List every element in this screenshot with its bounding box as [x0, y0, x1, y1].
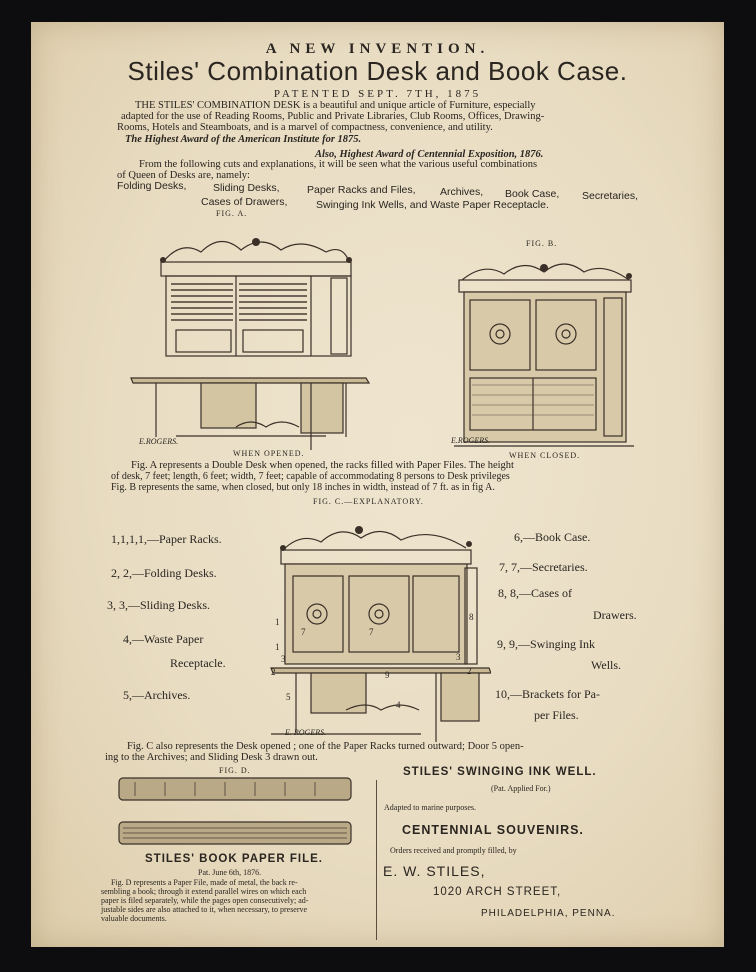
legend-sliding-desks: 3, 3,—Sliding Desks. [107, 598, 211, 612]
engraver-signature-c: E. ROGERS. [285, 728, 327, 737]
fig-c-note-2: ing to the Archives; and Sliding Desk 3 drawn out. [105, 752, 318, 763]
svg-text:1: 1 [275, 642, 280, 652]
trade-card [31, 22, 724, 947]
paper-file-desc-4: justable sides are also attached to it, when necessary, to preserve [101, 905, 308, 914]
use-folding: Folding Desks, [117, 180, 187, 192]
svg-text:5: 5 [286, 692, 291, 702]
legend-book-case: 6,—Book Case. [514, 530, 591, 544]
use-inkwells: Swinging Ink Wells, and Waste Paper Receptacle. [316, 199, 549, 211]
cuts-line-2: of Queen of Desks are, namely: [117, 170, 250, 181]
when-opened-caption: WHEN OPENED. [233, 449, 305, 458]
column-divider [376, 780, 377, 940]
when-closed-caption: WHEN CLOSED. [509, 451, 581, 460]
svg-text:7: 7 [369, 627, 374, 637]
engraver-signature-b: E.ROGERS. [451, 436, 491, 445]
legend-swinging-ink: 9, 9,—Swinging Ink [497, 637, 596, 651]
award-2: Also, Highest Award of Centennial Exposition, 1876. [315, 149, 544, 160]
cuts-line-1: From the following cuts and explanations, it will be seen what the various useful combinations [139, 159, 538, 170]
svg-text:1: 1 [275, 617, 280, 627]
use-archives: Archives, [440, 186, 484, 198]
use-bookcase: Book Case, [505, 188, 560, 200]
fig-desc-1: Fig. A represents a Double Desk when opened, the racks filled with Paper Files. The height [131, 460, 514, 471]
city-address: PHILADELPHIA, PENNA. [481, 908, 616, 919]
souvenirs-title: CENTENNIAL SOUVENIRS. [402, 823, 584, 837]
svg-text:9: 9 [385, 670, 390, 680]
legend-archives: 5,—Archives. [123, 688, 191, 702]
ink-well-title: STILES' SWINGING INK WELL. [403, 766, 597, 778]
ink-well-patent: (Pat. Applied For.) [491, 784, 551, 793]
legend-waste-paper: 4,—Waste Paper [123, 632, 204, 646]
intro-line-3: Rooms, Hotels and Steamboats, and is a marvel of compactness, convenience, and utility. [117, 122, 493, 133]
svg-text:4: 4 [396, 700, 401, 710]
legend-cases-drawers: 8, 8,—Cases of [498, 586, 572, 600]
svg-text:2: 2 [467, 666, 472, 676]
paper-file-desc-2: sembling a book; through it extend parallel wires on which each [101, 887, 307, 896]
use-secretaries: Secretaries, [582, 190, 639, 202]
paper-file-desc-5: valuable documents. [101, 914, 167, 923]
page-title: Stiles' Combination Desk and Book Case. [127, 56, 628, 86]
legend-folding-desks: 2, 2,—Folding Desks. [111, 566, 217, 580]
intro-line-2: adapted for the use of Reading Rooms, Public and Private Libraries, Club Rooms, Offices, Drawing- [121, 111, 545, 122]
fig-a-label: FIG. A. [216, 209, 248, 218]
intro-line-1: THE STILES' COMBINATION DESK is a beautiful and unique article of Furniture, especially [135, 100, 536, 111]
svg-text:3: 3 [281, 654, 286, 664]
use-drawers: Cases of Drawers, [201, 196, 288, 208]
patent-date: PATENTED SEPT. 7TH, 1875 [273, 88, 482, 100]
paper-file-patent: Pat. June 6th, 1876. [198, 868, 262, 877]
ink-well-marine: Adapted to marine purposes. [384, 803, 476, 812]
desk-opened-illustration [121, 222, 371, 452]
legend-paper-files: per Files. [534, 708, 579, 722]
fig-c-label: FIG. C.—EXPLANATORY. [313, 497, 424, 506]
fig-desc-2: of desk, 7 feet; length, 6 feet; width, 7 feet; capable of accommodating 8 persons to Desk privileges [111, 471, 510, 482]
orders-text: Orders received and promptly filled, by [390, 846, 517, 855]
fig-b-label: FIG. B. [526, 239, 558, 248]
paper-file-illustration [115, 774, 355, 854]
svg-text:2: 2 [271, 667, 276, 677]
fig-d-label: FIG. D. [219, 766, 251, 775]
company-name: E. W. STILES, [383, 863, 486, 879]
svg-text:3: 3 [456, 652, 461, 662]
legend-wells: Wells. [591, 658, 622, 672]
fig-c-note-1: Fig. C also represents the Desk opened ; one of the Paper Racks turned outward; Door 5 open- [127, 741, 524, 752]
svg-text:7: 7 [301, 627, 306, 637]
street-address: 1020 ARCH STREET, [433, 886, 562, 898]
desk-closed-illustration [454, 250, 634, 450]
legend-paper-racks: 1,1,1,1,—Paper Racks. [111, 532, 222, 546]
paper-file-title: STILES' BOOK PAPER FILE. [145, 853, 323, 865]
use-sliding: Sliding Desks, [213, 182, 280, 194]
legend-drawers: Drawers. [593, 608, 637, 622]
award-1: The Highest Award of the American Institute for 1875. [125, 134, 362, 145]
fig-desc-3: Fig. B represents the same, when closed, but only 18 inches in width, instead of 7 ft. as in fig A. [111, 482, 495, 493]
legend-brackets: 10,—Brackets for Pa- [495, 687, 600, 701]
engraver-signature-a: E.ROGERS. [139, 437, 179, 446]
headline: A NEW INVENTION. [265, 41, 490, 57]
desk-explanatory-illustration [241, 510, 491, 742]
legend-receptacle: Receptacle. [170, 656, 226, 670]
legend-secretaries: 7, 7,—Secretaries. [499, 560, 588, 574]
svg-text:8: 8 [469, 612, 474, 622]
use-racks: Paper Racks and Files, [307, 184, 416, 196]
paper-file-desc-1: Fig. D represents a Paper File, made of metal, the back re- [111, 878, 298, 887]
paper-file-desc-3: paper is filed separately, while the pages open consecutively; ad- [101, 896, 309, 905]
